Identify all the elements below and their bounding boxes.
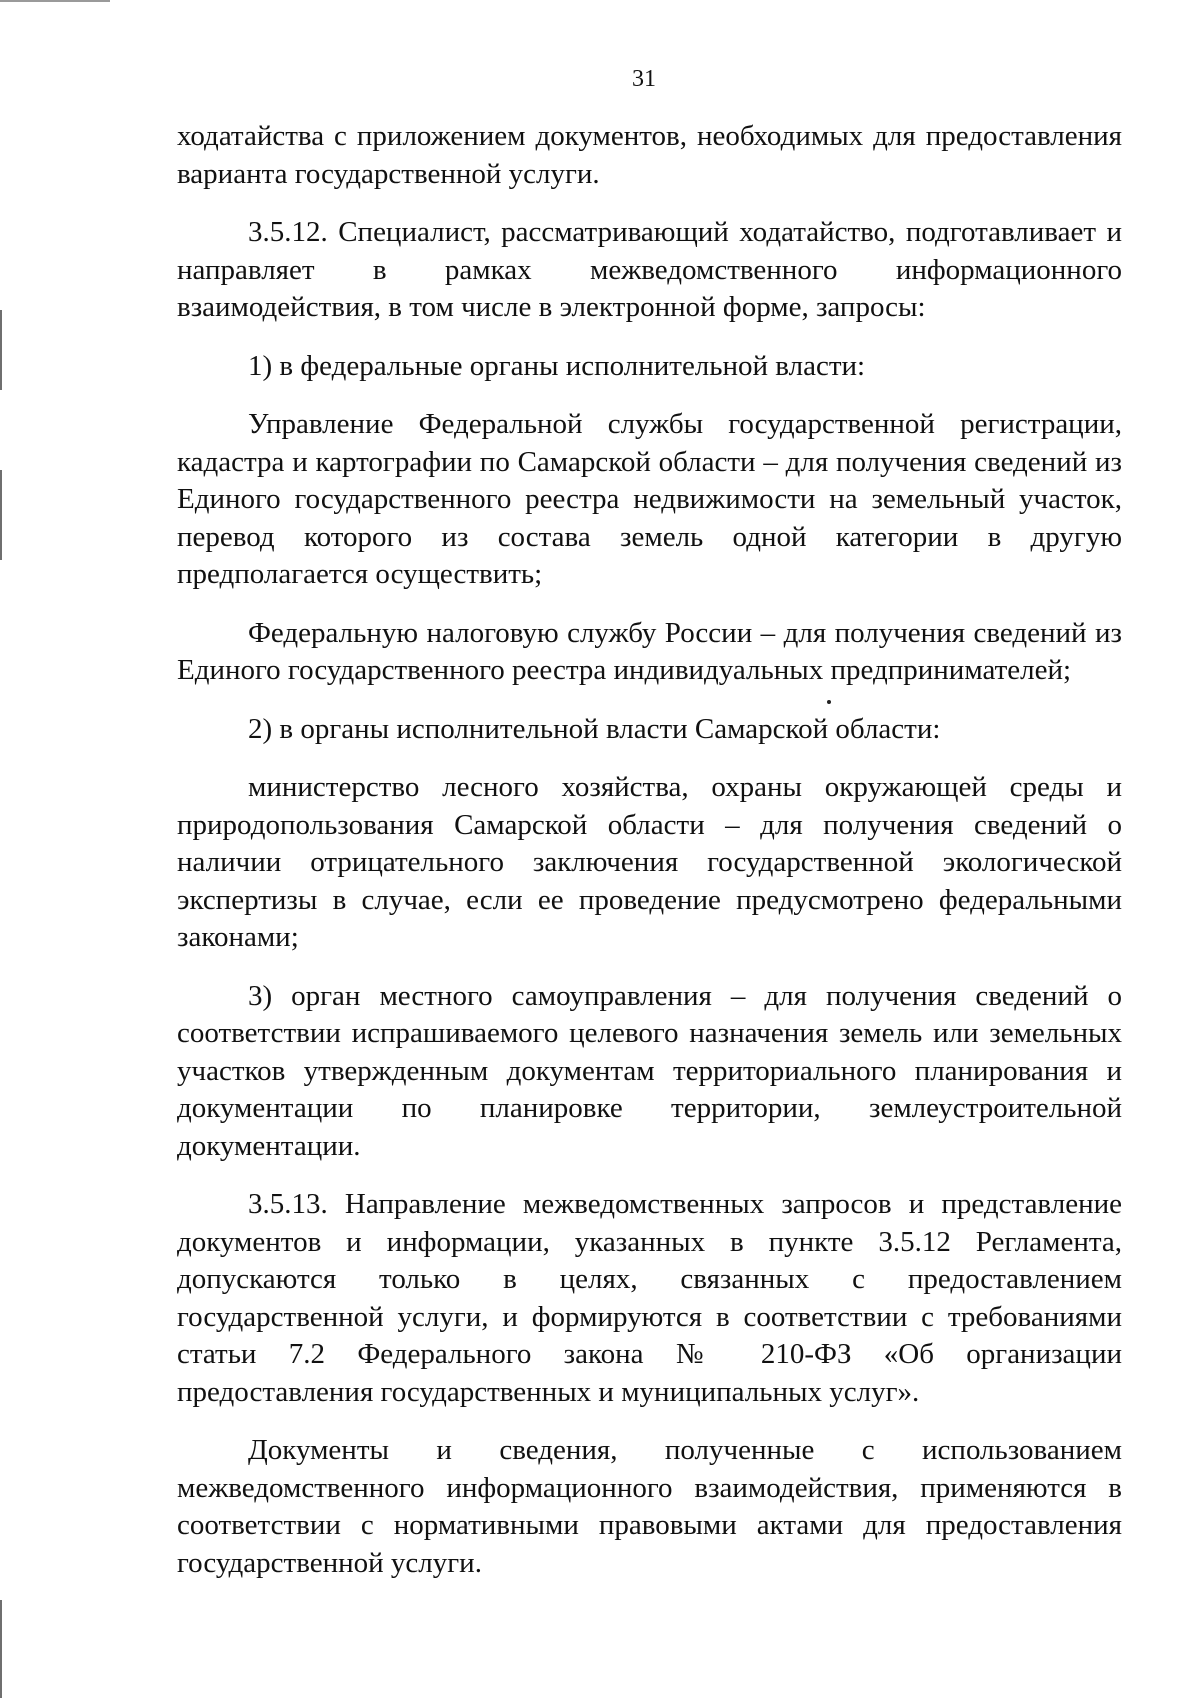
page-number: 31 [632,66,656,92]
scan-speck [827,700,831,704]
scan-left-edge-mark [0,310,2,390]
paragraph-item-3-5-13: 3.5.13. Направление межведомственных запросов и представление документов и информации, указанных в пункте 3.5.12 Регламента, допускаются только в целях, связанных с предоставлением государственной услуги, и формируются в соответствии с требованиями статьи 7.2 Федерального закона № 210-ФЗ «Об организации предоставления государственных и муниципальных услуг». [177,1188,1122,1408]
paragraph-item-3-5-12: 3.5.12. Специалист, рассматривающий ходатайство, подготавливает и направляет в рамках межведомственного информационного взаимодействия, в том числе в электронной форме, запросы: [177,216,1122,323]
scan-left-edge-mark [0,1600,2,1698]
paragraph-federal-bodies: 1) в федеральные органы исполнительной власти: [248,349,866,382]
paragraph-continuation: ходатайства с приложением документов, необходимых для предоставления варианта государственной услуги. [177,120,1122,190]
paragraph-documents-usage: Документы и сведения, полученные с использованием межведомственного информационного взаимодействия, применяются в соответствии с нормативными правовыми актами для предоставления государственной услуги. [177,1434,1122,1579]
paragraph-rosreestr: Управление Федеральной службы государственной регистрации, кадастра и картографии по Самарской области – для получения сведений из Единого государственного реестра недвижимости на земельный участок, перевод которого из состава земель одной категории в другую предполагается осуществить; [177,408,1122,590]
paragraph-local-government: 3) орган местного самоуправления – для получения сведений о соответствии испрашиваемого целевого назначения земель или земельных участков утвержденным документам территориального планирования и документации по планировке территории, землеустроительной документации. [177,979,1122,1162]
paragraph-ministry: министерство лесного хозяйства, охраны окружающей среды и природопользования Самарской области – для получения сведений о наличии отрицательного заключения государственной экологической экспертизы в случае, если ее проведение предусмотрено федеральными законами; [177,771,1122,953]
scan-left-edge-mark [0,470,2,560]
paragraph-regional-bodies: 2) в органы исполнительной власти Самарской области: [248,712,941,745]
scan-top-rule [0,0,110,2]
paragraph-tax-service: Федеральную налоговую службу России – для получения сведений из Единого государственного реестра индивидуальных предпринимателей; [177,616,1122,686]
document-body [177,118,1122,1603]
